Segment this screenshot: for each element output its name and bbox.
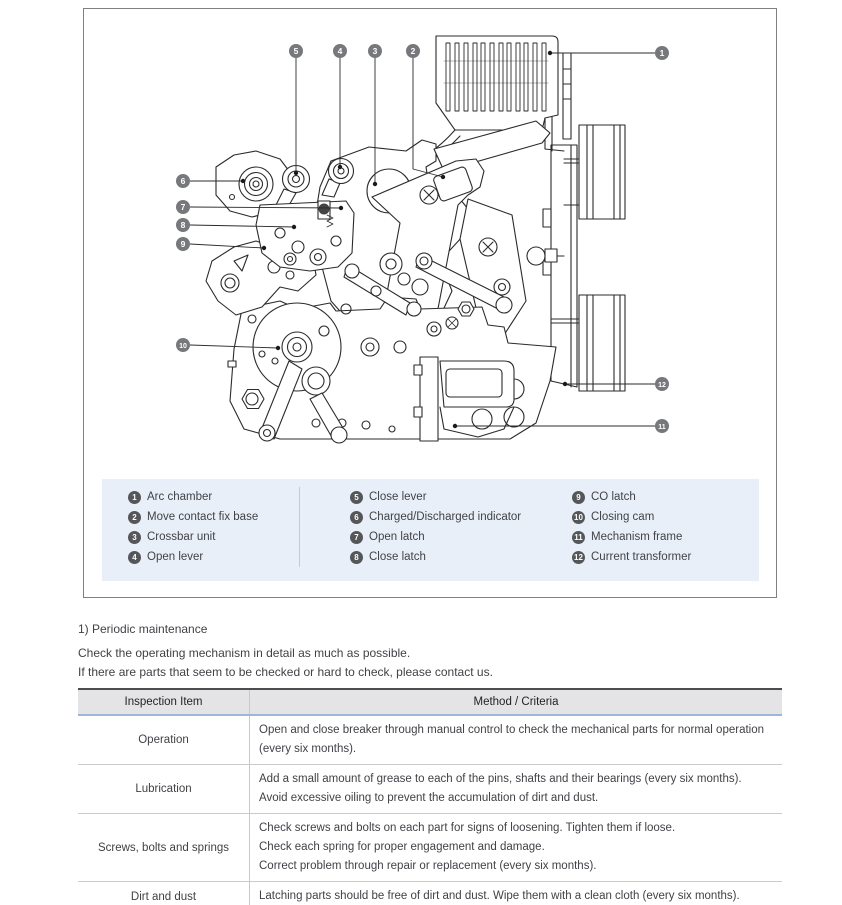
legend-label: Current transformer xyxy=(591,551,692,563)
callout-3: 3 xyxy=(372,46,378,56)
legend-label: Open lever xyxy=(147,551,204,563)
legend-label: Mechanism frame xyxy=(591,531,683,543)
section-heading: 1) Periodic maintenance xyxy=(78,622,208,636)
legend-bullet: 8 xyxy=(350,551,363,564)
legend-item-close-lever xyxy=(350,487,521,507)
legend-label: Move contact fix base xyxy=(147,511,259,523)
legend-bullet: 6 xyxy=(350,511,363,524)
legend-item-open-lever xyxy=(128,547,299,567)
header-method-criteria: Method / Criteria xyxy=(473,696,559,708)
legend-label: CO latch xyxy=(591,491,636,503)
method-line: Latching parts should be free of dirt and dust. Wipe them with a clean cloth (every six months). xyxy=(259,890,740,902)
callout-11: 11 xyxy=(658,424,666,431)
legend-item-arc-chamber xyxy=(128,487,299,507)
section-intro-line-2: If there are parts that seem to be checked or hard to check, please contact us. xyxy=(78,665,493,679)
legend-bullet: 1 xyxy=(128,491,141,504)
method-line: Open and close breaker through manual control to check the mechanical parts for normal operation (every six months). xyxy=(259,724,765,755)
row-item: Screws, bolts and springs xyxy=(78,814,250,881)
legend-item-open-latch xyxy=(350,527,521,547)
callout-9: 9 xyxy=(180,239,186,249)
legend-label: Arc chamber xyxy=(147,491,213,503)
row-method xyxy=(250,814,782,881)
legend-bullet: 4 xyxy=(128,551,141,564)
row-item: Dirt and dust xyxy=(78,882,250,905)
legend-bullet: 5 xyxy=(350,491,363,504)
method-line: Check screws and bolts on each part for signs of loosening. Tighten them if loose. xyxy=(259,822,676,834)
maintenance-table xyxy=(78,688,782,905)
legend-item-charged-discharged-indicator xyxy=(350,507,521,527)
callout-4: 4 xyxy=(337,46,343,56)
periodic-maintenance-section xyxy=(78,622,786,682)
method-line: Add a small amount of grease to each of the pins, shafts and their bearings (every six months). xyxy=(259,773,742,785)
legend-label: Crossbar unit xyxy=(147,531,216,543)
legend-bullet: 12 xyxy=(572,551,585,564)
header-inspection-item: Inspection Item xyxy=(78,690,250,714)
legend-item-co-latch xyxy=(572,487,691,507)
legend-column-3 xyxy=(572,487,691,567)
callout-7: 7 xyxy=(180,202,186,212)
legend-item-closing-cam xyxy=(572,507,691,527)
parts-legend xyxy=(102,479,759,581)
table-header-row xyxy=(78,690,782,716)
legend-label: Charged/Discharged indicator xyxy=(369,511,522,523)
diagram-panel xyxy=(83,8,777,598)
legend-column-1 xyxy=(128,487,300,567)
legend-item-crossbar-unit xyxy=(128,527,299,547)
method-line: Correct problem through repair or replacement (every six months). xyxy=(259,860,597,872)
legend-bullet: 3 xyxy=(128,531,141,544)
row-item: Lubrication xyxy=(78,765,250,813)
table-row xyxy=(78,814,782,882)
table-row xyxy=(78,765,782,814)
row-method xyxy=(250,882,782,905)
legend-bullet: 11 xyxy=(572,531,585,544)
callout-1: 1 xyxy=(659,48,665,58)
legend-bullet: 7 xyxy=(350,531,363,544)
legend-item-current-transformer xyxy=(572,547,691,567)
callout-5: 5 xyxy=(293,46,299,56)
row-method xyxy=(250,765,782,813)
legend-item-mechanism-frame xyxy=(572,527,691,547)
callout-8: 8 xyxy=(180,220,186,230)
section-intro-line-1: Check the operating mechanism in detail as much as possible. xyxy=(78,646,411,660)
legend-bullet: 10 xyxy=(572,511,585,524)
callout-10: 10 xyxy=(179,343,187,350)
callout-12: 12 xyxy=(658,382,666,389)
breaker-mechanism-diagram xyxy=(84,9,778,479)
callout-6: 6 xyxy=(180,176,186,186)
legend-label: Close latch xyxy=(369,551,426,563)
legend-column-2 xyxy=(350,487,521,567)
legend-bullet: 9 xyxy=(572,491,585,504)
method-line: Avoid excessive oiling to prevent the accumulation of dirt and dust. xyxy=(259,792,599,804)
callout-2: 2 xyxy=(410,46,416,56)
method-line: Check each spring for proper engagement and damage. xyxy=(259,841,545,853)
table-row xyxy=(78,882,782,905)
row-method xyxy=(250,716,782,764)
legend-label: Open latch xyxy=(369,531,425,543)
legend-item-close-latch xyxy=(350,547,521,567)
table-row xyxy=(78,716,782,765)
legend-item-move-contact-fix-base xyxy=(128,507,299,527)
row-item: Operation xyxy=(78,716,250,764)
legend-label: Closing cam xyxy=(591,511,655,523)
legend-label: Close lever xyxy=(369,491,427,503)
legend-bullet: 2 xyxy=(128,511,141,524)
